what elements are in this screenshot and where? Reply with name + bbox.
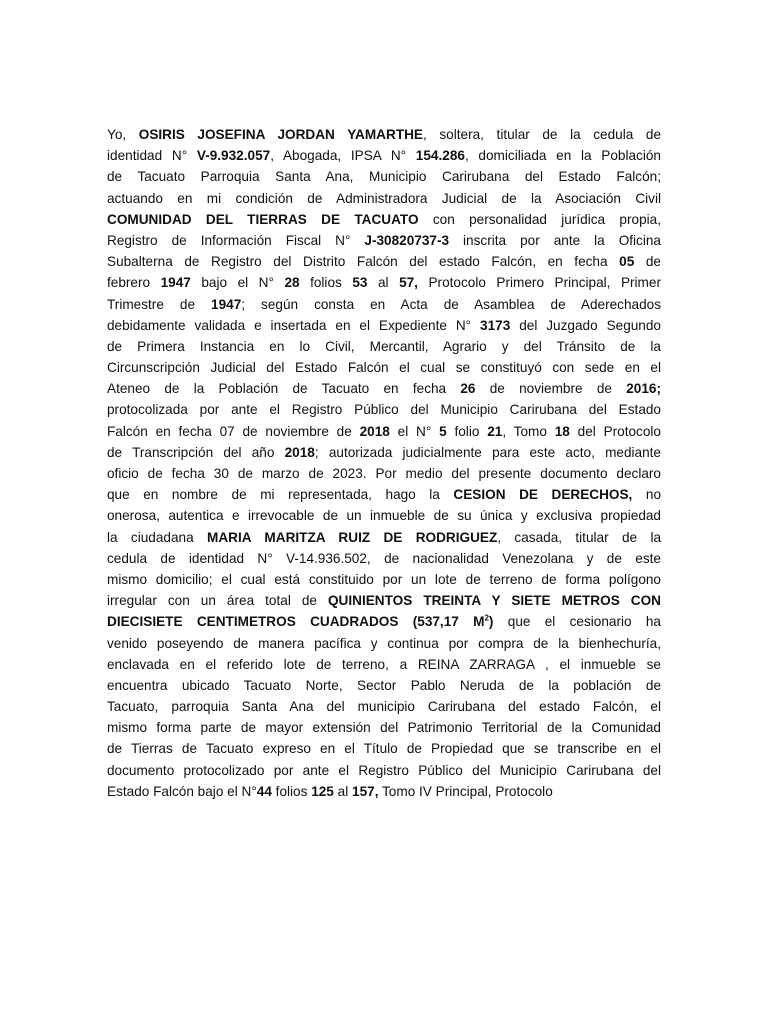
text-run: , soltera, titular de la cedula de bbox=[423, 127, 662, 142]
text-run: de bbox=[634, 254, 661, 270]
bold-text-run: QUINIENTOS TREINTA Y SIETE METROS CON bbox=[327, 593, 661, 609]
bold-text-run: 44 bbox=[256, 783, 272, 799]
document-line bbox=[107, 590, 661, 611]
document-line bbox=[107, 527, 661, 548]
document-line bbox=[107, 463, 661, 484]
text-run: de Tierras de Tacuato expreso en el Título de Propiedad que se transcribe en el bbox=[107, 741, 661, 757]
document-line bbox=[107, 781, 661, 802]
bold-text-run: 154.286 bbox=[415, 148, 465, 164]
document-body-paragraph bbox=[107, 124, 661, 802]
text-run: el N° bbox=[389, 423, 440, 439]
bold-text-run: COMUNIDAD DEL TIERRAS DE TACUATO bbox=[107, 211, 419, 227]
text-run: debidamente validada e insertada en el Expediente N° bbox=[107, 317, 481, 333]
document-line bbox=[107, 230, 661, 251]
text-run: de Primera Instancia en lo Civil, Mercantil, Agrario y del Tránsito de la bbox=[107, 338, 661, 354]
text-run: Falcón en fecha 07 de noviembre de bbox=[107, 423, 360, 439]
document-line bbox=[107, 442, 661, 463]
document-line bbox=[107, 738, 661, 759]
bold-text-run: 26 bbox=[460, 381, 476, 397]
bold-text-run: V-9.932.057 bbox=[196, 148, 271, 164]
bold-text-run: 18 bbox=[554, 423, 570, 439]
document-line bbox=[107, 633, 661, 654]
text-run: febrero bbox=[107, 275, 161, 291]
bold-text-run: 3173 bbox=[480, 317, 511, 333]
text-run: folios bbox=[271, 783, 312, 799]
bold-text-run: 2018 bbox=[284, 444, 315, 460]
text-run: documento protocolizado por ante el Registro Público del Municipio Carirubana del bbox=[107, 762, 661, 778]
text-run: , Tomo bbox=[502, 423, 555, 439]
document-line bbox=[107, 760, 661, 781]
document-line bbox=[107, 209, 661, 230]
document-line bbox=[107, 569, 661, 590]
bold-text-run: DIECISIETE CENTIMETROS CUADRADOS (537,17 M bbox=[107, 614, 485, 630]
bold-text-run: MARIA MARITZA RUIZ DE RODRIGUEZ bbox=[207, 529, 498, 545]
document-line bbox=[107, 484, 661, 505]
text-run: Trimestre de bbox=[107, 296, 212, 312]
text-run: actuando en mi condición de Administradora Judicial de la Asociación Civil bbox=[107, 190, 661, 206]
document-line bbox=[107, 188, 661, 209]
text-run: protocolizada por ante el Registro Público del Municipio Carirubana del Estado bbox=[107, 402, 661, 418]
bold-text-run: 5 bbox=[439, 423, 447, 439]
document-line bbox=[107, 272, 661, 293]
text-run: Tomo IV Principal, Protocolo bbox=[378, 783, 553, 799]
document-line bbox=[107, 696, 661, 717]
text-run: , domiciliada en la Población bbox=[464, 148, 661, 164]
text-run: ; según consta en Acta de Asamblea de Aderechados bbox=[241, 296, 661, 312]
text-run: cedula de identidad N° V-14.936.502, de nacionalidad Venezolana y de este bbox=[107, 550, 661, 566]
document-line bbox=[107, 399, 661, 420]
document-line bbox=[107, 378, 661, 399]
text-run: folio bbox=[446, 423, 488, 439]
text-run: Circunscripción Judicial del Estado Falcón el cual se constituyó con sede en el bbox=[107, 360, 661, 376]
text-run: encuentra ubicado Tacuato Norte, Sector Pablo Neruda de la población de bbox=[107, 677, 661, 693]
bold-text-run: 1947 bbox=[211, 296, 242, 312]
document-line bbox=[107, 145, 661, 166]
document-line bbox=[107, 548, 661, 569]
document-line bbox=[107, 357, 661, 378]
text-run: , Abogada, IPSA N° bbox=[270, 148, 416, 164]
text-run: de Tacuato Parroquia Santa Ana, Municipio Carirubana del Estado Falcón; bbox=[107, 169, 661, 185]
document-line bbox=[107, 611, 661, 632]
text-run: de Transcripción del año bbox=[107, 444, 285, 460]
text-run: inscrita por ante la Oficina bbox=[449, 232, 661, 248]
bold-text-run: 57, bbox=[399, 275, 418, 291]
bold-text-run: 2 bbox=[484, 613, 489, 623]
bold-text-run: 125 bbox=[311, 783, 334, 799]
text-run: la ciudadana bbox=[107, 529, 208, 545]
text-run: , casada, titular de la bbox=[497, 529, 662, 545]
bold-text-run: 2018 bbox=[359, 423, 390, 439]
document-line bbox=[107, 251, 661, 272]
document-line bbox=[107, 421, 661, 442]
document-line bbox=[107, 654, 661, 675]
text-run: al bbox=[333, 783, 353, 799]
document-line bbox=[107, 336, 661, 357]
bold-text-run: OSIRIS JOSEFINA JORDAN YAMARTHE bbox=[138, 127, 424, 142]
text-run: venido poseyendo de manera pacífica y continua por compra de la bienhechuría, bbox=[107, 635, 661, 651]
text-run: al bbox=[367, 275, 400, 291]
document-line bbox=[107, 315, 661, 336]
text-run: de noviembre de bbox=[475, 381, 627, 397]
text-run: folios bbox=[299, 275, 353, 291]
bold-text-run: 2016; bbox=[626, 381, 661, 397]
document-line bbox=[107, 717, 661, 738]
text-run: Yo, bbox=[107, 127, 139, 142]
text-run: Protocolo Primero Principal, Primer bbox=[417, 275, 661, 291]
document-line bbox=[107, 166, 661, 187]
text-run: Registro de Información Fiscal N° bbox=[107, 232, 365, 248]
text-run: oficio de fecha 30 de marzo de 2023. Por medio del presente documento declaro bbox=[107, 466, 661, 481]
text-run: mismo forma parte de mayor extensión del Patrimonio Territorial de la Comunidad bbox=[107, 720, 661, 736]
text-run: onerosa, autentica e irrevocable de un inmueble de su única y exclusiva propiedad bbox=[107, 508, 661, 524]
bold-text-run: 157, bbox=[352, 783, 379, 799]
bold-text-run: CESION DE DERECHOS, bbox=[453, 487, 633, 503]
document-line bbox=[107, 124, 661, 145]
text-run: que el cesionario ha bbox=[493, 614, 661, 630]
document-line bbox=[107, 675, 661, 696]
bold-text-run: 28 bbox=[284, 275, 300, 291]
bold-text-run: 1947 bbox=[160, 275, 191, 291]
text-run: mismo domicilio; el cual está constituido por un lote de terreno de forma polígono bbox=[107, 571, 661, 587]
text-run: ; autorizada judicialmente para este acto, mediante bbox=[314, 444, 661, 460]
bold-text-run: 53 bbox=[352, 275, 368, 291]
document-line bbox=[107, 505, 661, 526]
text-run: Tacuato, parroquia Santa Ana del municipio Carirubana del estado Falcón, el bbox=[107, 699, 661, 715]
text-run: irregular con un área total de bbox=[107, 593, 328, 609]
text-run: con personalidad jurídica propia, bbox=[418, 211, 661, 227]
text-run: del Juzgado Segundo bbox=[510, 317, 661, 333]
bold-text-run: ) bbox=[488, 614, 494, 630]
text-run: Subalterna de Registro del Distrito Falcón del estado Falcón, en fecha bbox=[107, 254, 620, 270]
text-run: no bbox=[632, 487, 662, 503]
text-run: bajo el N° bbox=[190, 275, 285, 291]
text-run: que en nombre de mi representada, hago la bbox=[107, 487, 454, 503]
text-run: Ateneo de la Población de Tacuato en fecha bbox=[107, 381, 461, 397]
bold-text-run: 05 bbox=[619, 254, 635, 270]
bold-text-run: 21 bbox=[487, 423, 503, 439]
document-line bbox=[107, 294, 661, 315]
text-run: enclavada en el referido lote de terreno, a REINA ZARRAGA , el inmueble se bbox=[107, 656, 661, 672]
bold-text-run: J-30820737-3 bbox=[364, 232, 450, 248]
text-run: identidad N° bbox=[107, 148, 197, 164]
text-run: Estado Falcón bajo el N° bbox=[107, 783, 257, 799]
text-run: del Protocolo bbox=[569, 423, 661, 439]
